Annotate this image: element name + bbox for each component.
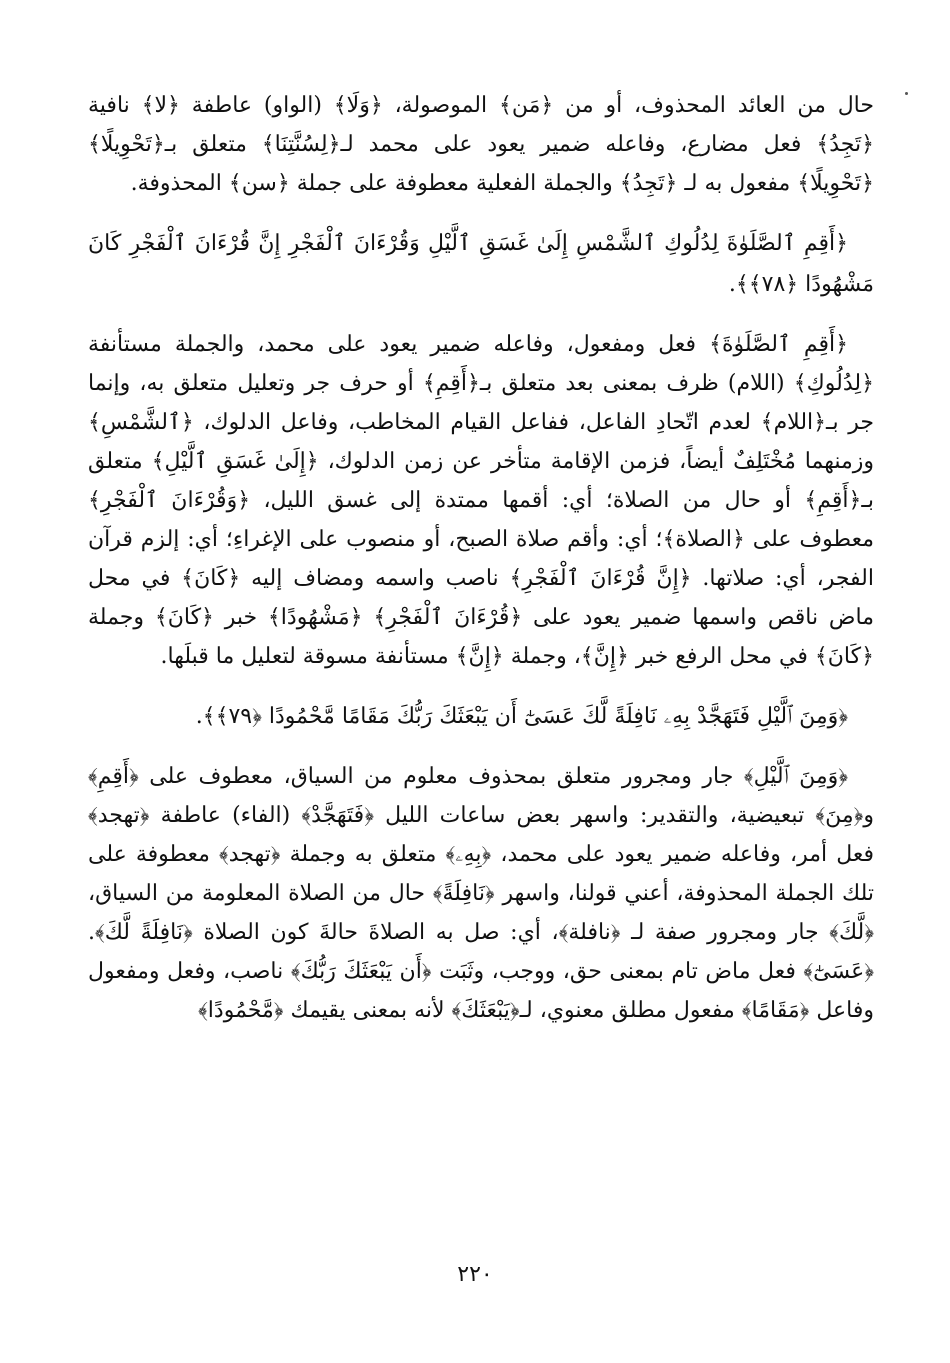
quran-verse-78: ﴿أَقِمِ ٱلصَّلَوٰةَ لِدُلُوكِ ٱلشَّمْسِ إِلَىٰ غَسَقِ ٱلَّيْلِ وَقُرْءَانَ ٱلْفَجْرِ إِنَّ قُرْءَانَ ٱلْفَجْرِ كَانَ مَشْهُودًا ﴿٧٨﴾﴾. — [88, 231, 874, 297]
paragraph-2: ﴿أَقِمِ ٱلصَّلَوٰةَ﴾ فعل ومفعول، وفاعله ضمير يعود على محمد، والجملة مستأنفة ﴿لِدُلُوكِ﴾ (اللام) ظرف بمعنى بعد متعلق بـ﴿أَقِمِ﴾ أو حرف جر وتعليل متعلق به، وإنما جر بـ﴿اللام﴾ لعدم اتّحادِ الفاعل، ففاعل القيام المخاطب، وفاعل الدلوك، ﴿ٱلشَّمْسِ﴾ وزمنهما مُخْتَلِفٌ أيضاً، فزمن الإقامة متأخر عن زمن الدلوك، ﴿إِلَىٰ غَسَقِ ٱلَّيْلِ﴾ متعلق بـ﴿أَقِمِ﴾ أو حال من الصلاة؛ أي: أقمها ممتدة إلى غسق الليل، ﴿وَقُرْءَانَ ٱلْفَجْرِ﴾ معطوف على ﴿الصلاة﴾؛ أي: وأقم صلاة الصبح، أو منصوب على الإغراءِ؛ أي: إلزم قرآن الفجر، أي: صلاتها. ﴿إِنَّ قُرْءَانَ ٱلْفَجْرِ﴾ ناصب واسمه ومضاف إليه ﴿كَانَ﴾ في محل ماض ناقص واسمها ضمير يعود على ﴿قُرْءَانَ ٱلْفَجْرِ﴾ ﴿مَشْهُودًا﴾ خبر ﴿كَانَ﴾ وجملة ﴿كَانَ﴾ في محل الرفع خبر ﴿إِنَّ﴾، وجملة ﴿إِنَّ﴾ مستأنفة مسوقة لتعليل ما قبلَها. — [88, 332, 874, 669]
quran-verse-79: ﴿وَمِنَ ٱلَّيْلِ فَتَهَجَّدْ بِهِۦ نَافِلَةً لَّكَ عَسَىٰٓ أَن يَبْعَثَكَ رَبُّكَ مَقَامًا مَّحْمُودًا ﴿٧٩﴾﴾. — [195, 704, 848, 729]
page-body — [88, 86, 874, 1050]
paragraph-3: ﴿وَمِنَ ٱلَّيْلِ﴾ جار ومجرور متعلق بمحذوف معلوم من السياق، معطوف على ﴿أَقِمِ﴾ و﴿مِنَ﴾ تبعيضية، والتقدير: واسهر بعض ساعات الليل ﴿فَتَهَجَّدْ﴾ (الفاء) عاطفة ﴿تهجد﴾ فعل أمر، وفاعله ضمير يعود على محمد، ﴿بِهِۦ﴾ متعلق به وجملة ﴿تهجد﴾ معطوفة على تلك الجملة المحذوفة، أعني قولنا، واسهر ﴿نَافِلَةً﴾ حال من الصلاة المعلومة من السياق، ﴿لَّكَ﴾ جار ومجرور صفة لـ ﴿نافلة﴾، أي: صل به الصلاةَ حالةَ كون الصلاة ﴿نَافِلَةً لَّكَ﴾. ﴿عَسَىٰٓ﴾ فعل ماض تام بمعنى حق، ووجب، وثَبَت ﴿أَن يَبْعَثَكَ رَبُّكَ﴾ ناصب، وفعل ومفعول وفاعل ﴿مَقَامًا﴾ مفعول مطلق معنوي، لـ﴿يَبْعَثَكَ﴾ لأنه بمعنى يقيمك ﴿مَّحْمُودًا﴾ — [88, 764, 874, 1023]
margin-dot — [905, 92, 908, 95]
paragraph-1: حال من العائد المحذوف، أو من ﴿مَن﴾ الموصولة، ﴿وَلَا﴾ (الواو) عاطفة ﴿لا﴾ نافية ﴿تَجِدُ﴾ فعل مضارع، وفاعله ضمير يعود على محمد لـ﴿لِسُنَّتِنَا﴾ متعلق بـ﴿تَحْوِيلًا﴾ ﴿تَحْوِيلًا﴾ مفعول به لـ ﴿تَجِدُ﴾ والجملة الفعلية معطوفة على جملة ﴿سن﴾ المحذوفة. — [88, 93, 874, 196]
page-number: ٢٢٠ — [457, 1262, 493, 1287]
